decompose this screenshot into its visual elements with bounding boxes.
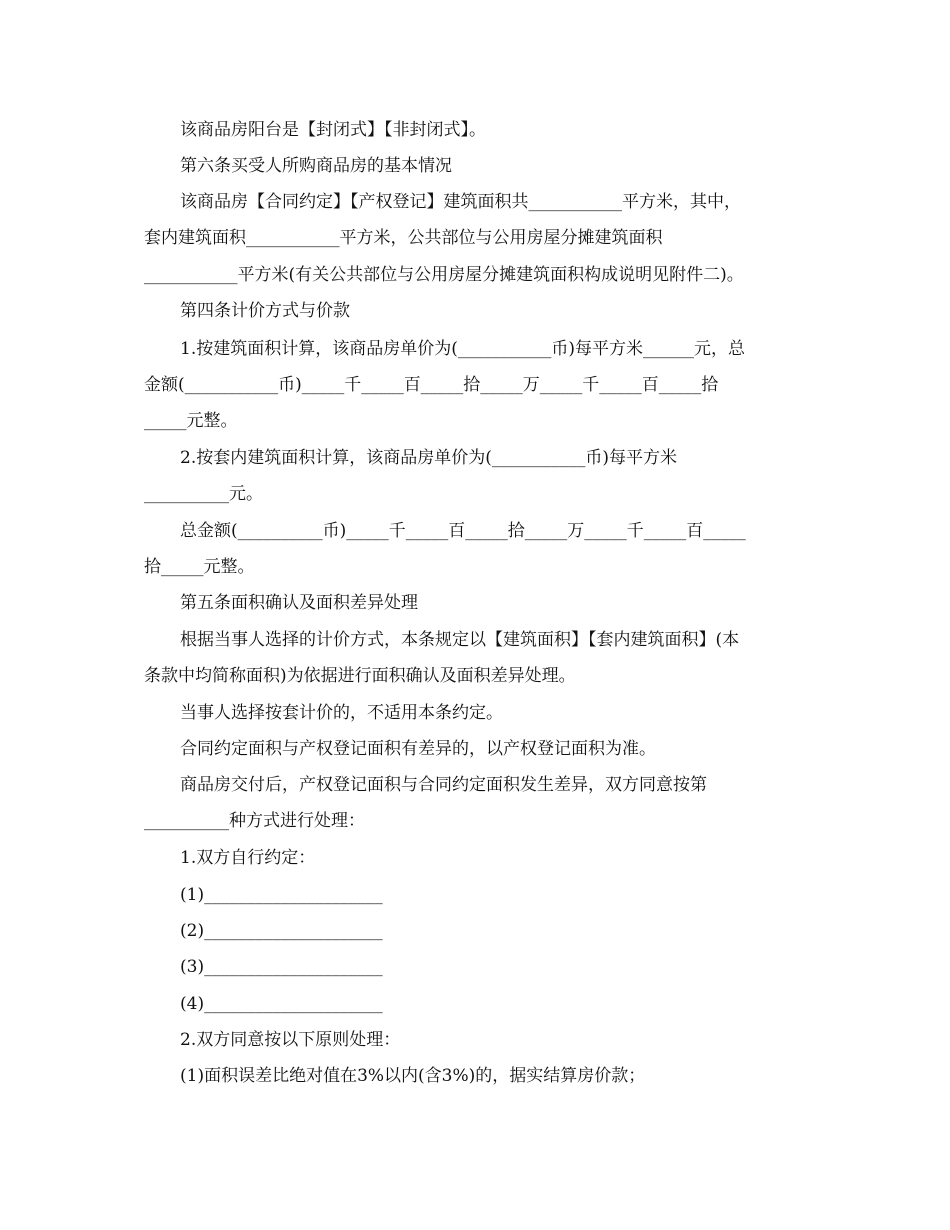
area-basis-line-1: 根据当事人选择的计价方式，本条规定以【建筑面积】【套内建筑面积】(本 — [180, 630, 740, 650]
balcony-type-line: 该商品房阳台是【封闭式】【非封闭式】。 — [180, 120, 486, 140]
option-one-item-3: (3)_____________________ — [180, 957, 383, 977]
option-two-item-1: (1)面积误差比绝对值在3%以内(含3%)的，据实结算房价款； — [180, 1066, 646, 1086]
difference-handling-line-2: __________种方式进行处理： — [144, 811, 365, 831]
total-amount-line-2: 拾_____元整。 — [144, 557, 255, 577]
per-unit-pricing-line: 当事人选择按套计价的，不适用本条约定。 — [180, 703, 503, 723]
option-one-heading: 1.双方自行约定： — [180, 848, 316, 868]
area-line-2: 套内建筑面积___________平方米，公共部位与公用房屋分摊建筑面积 — [144, 228, 663, 248]
price-by-inner-area-line-1: 2.按套内建筑面积计算，该商品房单价为(___________币)每平方米 — [180, 448, 677, 468]
option-one-item-4: (4)_____________________ — [180, 994, 383, 1014]
area-basis-line-2: 条款中均简称面积)为依据进行面积确认及面积差异处理。 — [144, 666, 576, 686]
article-four-heading: 第四条计价方式与价款 — [180, 301, 350, 321]
registered-area-line: 合同约定面积与产权登记面积有差异的，以产权登记面积为准。 — [180, 739, 656, 759]
price-by-building-area-line-3: _____元整。 — [144, 411, 238, 431]
option-two-heading: 2.双方同意按以下原则处理： — [180, 1030, 401, 1050]
area-line-1: 该商品房【合同约定】【产权登记】建筑面积共___________平方米，其中， — [180, 192, 741, 212]
price-by-inner-area-line-2: __________元。 — [144, 484, 263, 504]
option-one-item-2: (2)_____________________ — [180, 921, 383, 941]
difference-handling-line-1: 商品房交付后，产权登记面积与合同约定面积发生差异，双方同意按第 — [180, 775, 707, 795]
total-amount-line-1: 总金额(__________币)_____千_____百_____拾_____万_____千_____百_____ — [180, 521, 746, 541]
price-by-building-area-line-2: 金额(___________币)_____千_____百_____拾_____万_____千_____百_____拾 — [144, 375, 719, 395]
article-five-heading: 第五条面积确认及面积差异处理 — [180, 593, 418, 613]
option-one-item-1: (1)_____________________ — [180, 885, 383, 905]
price-by-building-area-line-1: 1.按建筑面积计算，该商品房单价为(___________币)每平方米______元，总 — [180, 339, 745, 359]
article-six-heading: 第六条买受人所购商品房的基本情况 — [180, 156, 452, 176]
area-line-3: ___________平方米(有关公共部位与公用房屋分摊建筑面积构成说明见附件二)。 — [144, 265, 744, 285]
